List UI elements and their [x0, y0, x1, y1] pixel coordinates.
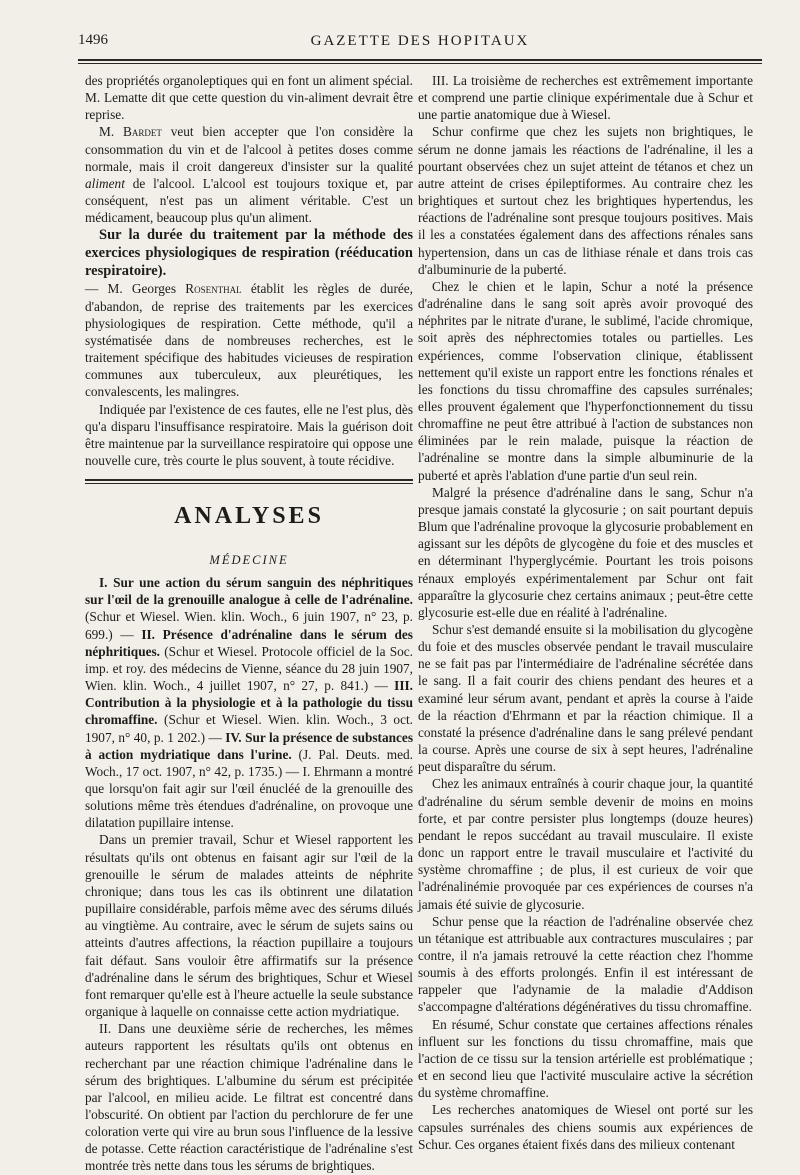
paragraph: Dans un premier travail, Schur et Wiesel rapportent les résultats qu'ils ont obtenus en faisant agir sur l'œil de la grenouille le sérum de malades atteints de néphrite chronique; dans tous les cas ils obtinrent une dilatation pupillaire considérable, parfois même avec des sérums dilués au vingtième. Au contraire, avec le sérum de sujets sains ou atteints d'autres affections, la réaction pupillaire a toujours fait défaut. Sans vouloir être affirmatifs sur la présence d'adrénaline dans le sérum des brightiques, Schur et Wiesel font remarquer qu'elle est à l'heure actuelle la seule substance organique à laquelle on connaisse cette action mydriatique.: [85, 832, 413, 1020]
page-header: [78, 32, 762, 62]
analyses-title: ANALYSES: [174, 503, 324, 530]
left-column: [85, 72, 413, 1175]
author-name: Rosenthal: [185, 281, 242, 297]
paragraph: Schur s'est demandé ensuite si la mobilisation du glycogène du foie et des muscles observée pendant le travail musculaire ne se fait pas par l'intermédiaire de l'adrénaline sécrétée dans le sang. Il a fait courir des chiens pendant des heures et a examiné leur sérum avant, pendant et après la course à l'aide de la réaction d'Ehrmann et par la réaction chimique. Il a constaté la présence d'adrénaline dans le sang prélevé pendant la course. Après une course de six à sept heures, l'adrénaline peut disparaître du sérum.: [418, 622, 753, 775]
paragraph: Schur confirme que chez les sujets non brightiques, le sérum ne donne jamais les réactions de l'adrénaline, il les a pourtant observées chez un sujet atteint de tétanos et chez un autre atteint de crises épileptiformes. Au contraire chez les brightiques et surtout chez les brightiques hypertendus, les réactions de l'adrénaline sont presque toujours positives. Mais il les a constatées également dans des affections rénales sans hypertension, dans un cas de lithiase rénale et dans trois cas d'albuminurie de la puberté.: [418, 124, 753, 277]
header-rule: [78, 59, 762, 64]
article-title: II. Présence d'adrénaline dans le sérum des néphritiques.: [85, 626, 413, 659]
running-title: GAZETTE DES HOPITAUX: [310, 33, 530, 49]
paragraph: Indiquée par l'existence de ces fautes, elle ne l'est plus, dès qu'a disparu l'insuffisance respiratoire. Mais la guérison doit être maintenue par la surveillance respiratoire qui oppose une nouvelle cure, très courte le plus souvent, à toute récidive.: [85, 401, 413, 468]
article-title: I. Sur une action du sérum sanguin des néphritiques sur l'œil de la grenouille analogue à celle de l'adrénaline.: [85, 575, 413, 608]
page-number: 1496: [78, 32, 108, 48]
paragraph: II. Dans une deuxième série de recherches, les mêmes auteurs rapportent les résultats qu'ils ont obtenus en recherchant par une réaction chimique l'adrénaline dans le sérum des brightiques. L'albumine du sérum est précipitée par l'alcool, en milieu acide. Le filtrat est concentré dans l'obscurité. On obtient par l'action du perchlorure de fer une coloration verte qui vire au brun sous l'influence de la lessive de potasse. Cette réaction caractéristique de l'adrénaline s'est montrée très nette dans tous les sérums de brightiques.: [85, 1021, 413, 1174]
article-title: III. Contribution à la physiologie et à la pathologie du tissu chromaffine.: [85, 678, 413, 728]
section-rule: [85, 479, 413, 484]
paragraph: des propriétés organoleptiques qui en font un aliment spécial. M. Lematte dit que cette question du vin-aliment devrait être reprise.: [85, 73, 413, 123]
author-name: M. Bardet: [99, 124, 162, 140]
article-references: I. Sur une action du sérum sanguin des néphritiques sur l'œil de la grenouille analogue à celle de l'adrénaline. (Schur et Wiesel. Wien. klin. Woch., 6 juin 1907, n° 23, p. 699.) — II. Présence d'adrénaline dans le sérum des néphritiques. (Schur et Wiesel. Protocole officiel de la Soc. imp. et roy. des médecins de Vienne, séance du 28 juin 1907, Wien. klin. Woch., 4 juillet 1907, n° 27, p. 841.) — III. Contribution à la physiologie et à la pathologie du tissu chromaffine. (Schur et Wiesel. Wien. klin. Woch., 3 oct. 1907, n° 40, p. 1 202.) — IV. Sur la présence de substances à action mydriatique dans l'urine. (J. Pal. Deuts. med. Woch., 17 oct. 1907, n° 42, p. 1735.) — I. Ehrmann a montré que lorsqu'on fait agir sur l'œil énucléé de la grenouille des solutions même très étendues d'adrénaline, on provoque une dilatation pupillaire intense.: [85, 575, 413, 831]
paragraph: Schur pense que la réaction de l'adrénaline observée chez un tétanique est attribuable aux contractures musculaires ; par contre, il n'a jamais retrouvé la cette réaction chez l'homme soumis à des efforts prolongés. Enfin il est intéressant de rappeler que l'adynamie de la maladie d'Addison s'accompagne d'altérations dégénératives du tissu chromaffine.: [418, 913, 753, 1015]
paragraph: — M. Georges Rosenthal établit les règles de durée, d'abandon, de reprise des traitements par les exercices physiologiques de respiration. Cette méthode, qu'il a systématisée dans de nombreuses recherches, est le traitement spécifique des habitudes vicieuses de respiration communes aux tuberculeux, aux pleurétiques, les convalescents, les malingres.: [85, 281, 413, 400]
paragraph: En résumé, Schur constate que certaines affections rénales influent sur les fonctions du tissu chromaffine, mais que l'action de ce tissu sur la tension artérielle est problématique ; et en second lieu que l'activité musculaire active la sécrétion du système chromaffine.: [418, 1016, 753, 1101]
section-title: Sur la durée du traitement par la méthode des exercices physiologiques de respiration (rééducation respiratoire).: [85, 227, 413, 280]
paragraph: III. La troisième de recherches est extrêmement importante et comprend une partie clinique expérimentale due à Schur et une partie anatomique due à Wiesel.: [418, 73, 753, 123]
paragraph: M. Bardet veut bien accepter que l'on considère la consommation du vin et de l'alcool à petites doses comme normale, mais il croit dangereux d'insister sur la qualité aliment de l'alcool. L'alcool est toujours toxique et, par conséquent, n'est pas un aliment véritable. C'est un médicament, beaucoup plus qu'un aliment.: [85, 124, 414, 226]
paragraph: Chez les animaux entraînés à courir chaque jour, la quantité d'adrénaline du sérum semble devenir de moins en moins forte, et par contre persister plus longtemps (douze heures) pendant le repos succédant au travail musculaire. Il existe donc un rapport entre le travail musculaire et l'activité du système chromaffine ; de plus, il est curieux de voir que l'adrénalinémie provoquée par ces expériences de courses n'a jamais été suivie de glycosurie.: [418, 776, 753, 912]
paragraph: Malgré la présence d'adrénaline dans le sang, Schur n'a presque jamais constaté la glycosurie ; on sait pourtant depuis Blum que l'adrénaline provoque la glycosurie probablement en agissant sur les dépôts de glycogène du foie et des muscles et en déterminant l'hyperglycémie. Pourtant les trois poisons rénaux employés expérimentalement par Schur ont fait apparaître la glycosurie chez certains animaux ; peut-être cette glycosurie est-elle due en réalité à l'adrénaline.: [418, 484, 753, 620]
paragraph: Les recherches anatomiques de Wiesel ont porté sur les capsules surrénales des chiens soumis aux expériences de Schur. Ces organes étaient fixés dans des milieux contenant: [418, 1102, 753, 1152]
medecine-subhead: MÉDECINE: [209, 553, 289, 568]
article-title: IV. Sur la présence de substances à action mydriatique dans l'urine.: [85, 729, 413, 762]
right-column: [418, 72, 753, 1153]
paragraph: Chez le chien et le lapin, Schur a noté la présence d'adrénaline dans le sang soit après avoir provoqué des néphrites par le nitrate d'urane, le sublimé, l'acide chromique, soit après des néphrectomies totales ou partielles. Les expériences, comme l'observation clinique, établissent nettement qu'il existe un rapport entre les fonctions rénales et les fonctions du tissu chromaffine des capsules surrénales; elles prouvent également que l'hyperfonctionnement du tissu chromaffine ne peut être attribué à l'action de substances non éliminées par le rein malade, puisque la réaction de l'adrénaline se montre dans la simple albuminurie de la puberté et après l'ablation d'une partie d'un seul rein.: [418, 278, 753, 483]
